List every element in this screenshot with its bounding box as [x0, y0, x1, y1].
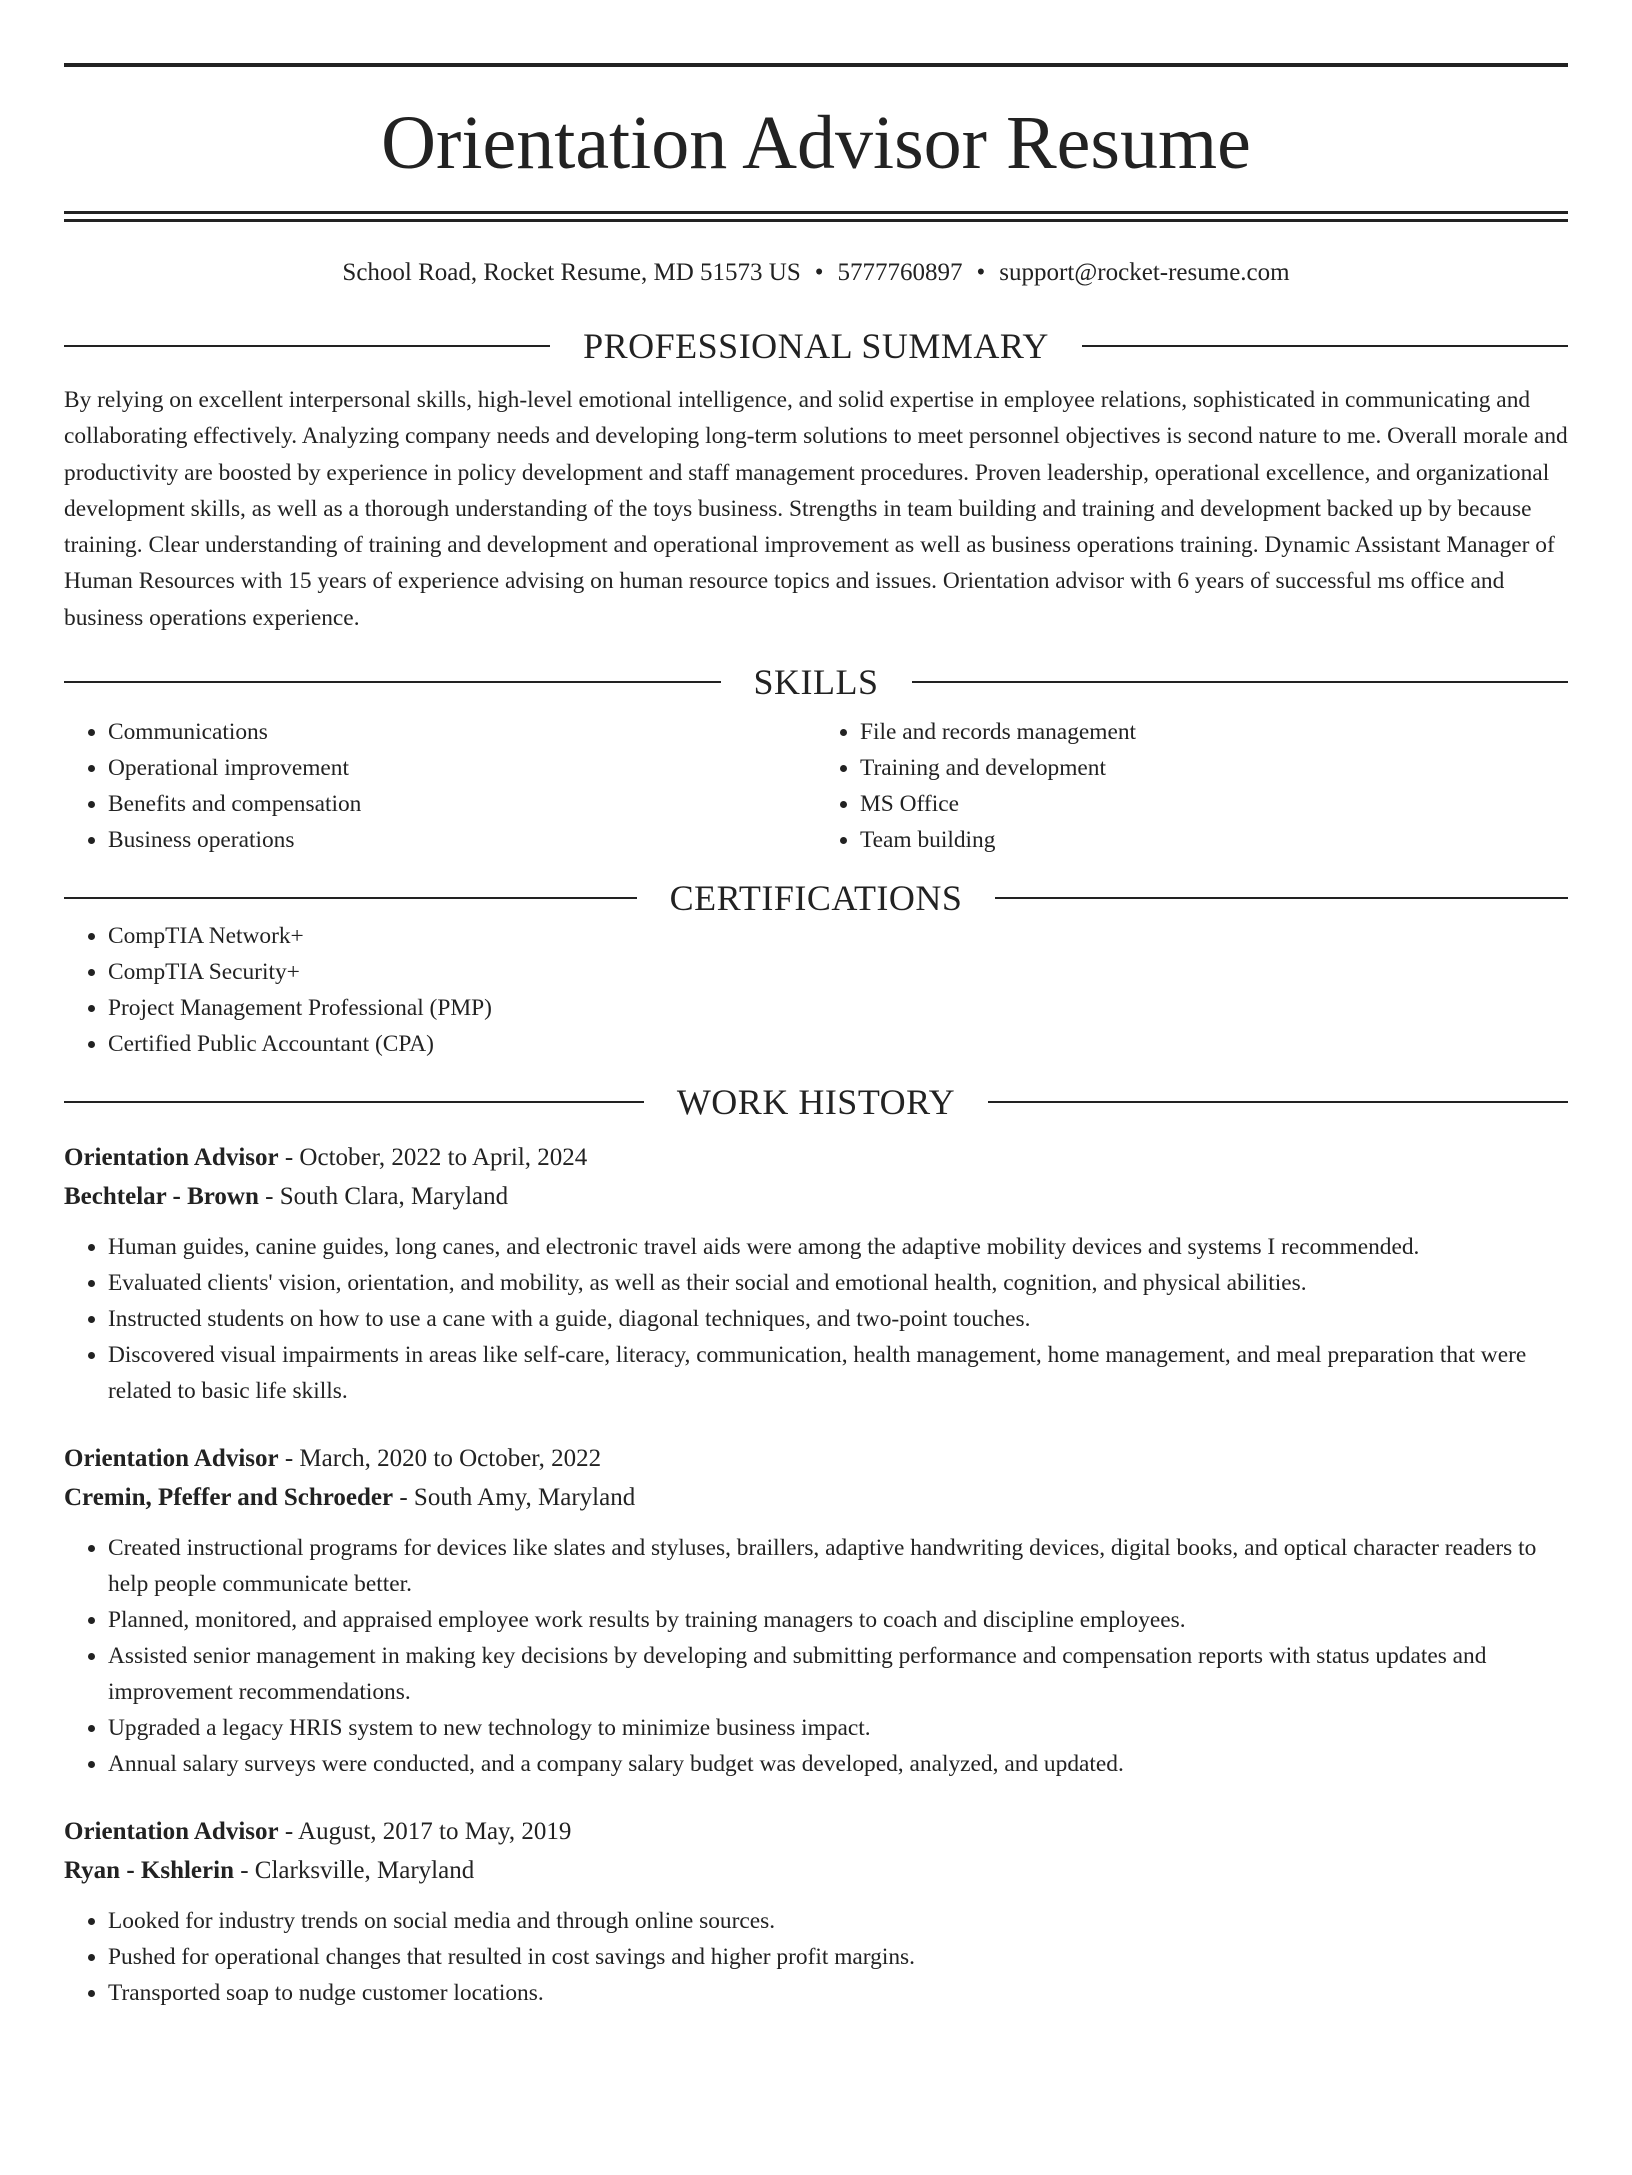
job-location: - Clarksville, Maryland: [233, 1857, 475, 1885]
contact-phone: 5777760897: [837, 259, 963, 286]
certifications-section-heading: [64, 878, 1568, 918]
job-dates: - October, 2022 to April, 2024: [278, 1144, 588, 1172]
job-bullet: • Pushed for operational changes that resulted in cost savings and higher profit margins.: [108, 1939, 1568, 1975]
certifications-heading-label: CERTIFICATIONS: [669, 878, 963, 919]
job-company: Bechtelar - Brown: [64, 1183, 259, 1211]
heading-rule-right: [995, 897, 1568, 899]
work-history-section-heading: [64, 1082, 1568, 1122]
contact-email: support@rocket-resume.com: [999, 259, 1290, 286]
skill-item: • MS Office: [860, 786, 1568, 822]
job-bullet: • Discovered visual impairments in areas like self-care, literacy, communication, health management, home management, and meal preparation that were related to basic life skills.: [108, 1337, 1568, 1409]
contact-line: [64, 258, 1568, 288]
page-title: Orientation Advisor Resume: [381, 101, 1251, 185]
contact-address: School Road, Rocket Resume, MD 51573 US: [342, 259, 801, 286]
job-title: Orientation Advisor: [64, 1818, 279, 1846]
job-bullet: • Looked for industry trends on social media and through online sources.: [108, 1903, 1568, 1939]
heading-rule-left: [64, 897, 637, 899]
skill-item: • Training and development: [860, 750, 1568, 786]
heading-rule-left: [64, 681, 721, 683]
job-bullet: • Evaluated clients' vision, orientation, and mobility, as well as their social and emotional health, cognition, and physical abilities.: [108, 1265, 1568, 1301]
job-title-line: [64, 1439, 1568, 1478]
job-bullet: • Planned, monitored, and appraised employee work results by training managers to coach and discipline employees.: [108, 1602, 1568, 1638]
certification-item: • Project Management Professional (PMP): [108, 990, 1568, 1026]
job-bullets: [64, 1530, 1568, 1782]
skill-item: • Business operations: [108, 822, 816, 858]
certification-item: • Certified Public Accountant (CPA): [108, 1026, 1568, 1062]
job-bullets: [64, 1903, 1568, 2011]
job-company: Ryan - Kshlerin: [64, 1857, 234, 1885]
job-company-line: [64, 1478, 1568, 1517]
job-title-line: [64, 1812, 1568, 1851]
heading-rule-right: [1082, 345, 1568, 347]
top-rule: [64, 63, 1568, 67]
job-entry: [64, 1138, 1568, 1409]
certification-item: • CompTIA Network+: [108, 918, 1568, 954]
job-dates: - August, 2017 to May, 2019: [278, 1818, 572, 1846]
certifications-list: [64, 918, 1568, 1062]
job-title-line: [64, 1138, 1568, 1177]
summary-heading-label: PROFESSIONAL SUMMARY: [583, 326, 1049, 366]
contact-separator: •: [814, 259, 824, 286]
job-dates: - March, 2020 to October, 2022: [278, 1445, 602, 1473]
summary-section-heading: [64, 326, 1568, 366]
skills-heading-label: SKILLS: [753, 662, 879, 703]
skill-item: • Communications: [108, 714, 816, 750]
job-company: Cremin, Pfeffer and Schroeder: [64, 1484, 394, 1512]
work-history-heading-label: WORK HISTORY: [676, 1082, 956, 1123]
skill-item: • File and records management: [860, 714, 1568, 750]
heading-rule-left: [64, 345, 550, 347]
skills-list-left: [64, 714, 816, 858]
skill-item: • Operational improvement: [108, 750, 816, 786]
title-double-rule: [64, 211, 1568, 222]
certification-item: • CompTIA Security+: [108, 954, 1568, 990]
heading-rule-right: [988, 1101, 1568, 1103]
job-bullet: • Instructed students on how to use a cane with a guide, diagonal techniques, and two-point touches.: [108, 1301, 1568, 1337]
summary-paragraph: By relying on excellent interpersonal skills, high-level emotional intelligence, and solid expertise in employee relations, sophisticated in communicating and collaborating effectively. Analyzing company needs and developing long-term solutions to meet personnel objectives is second nature to me. Overall morale and productivity are boosted by experience in policy development and staff management procedures. Proven leadership, operational excellence, and organizational development skills, as well as a thorough understanding of the toys business. Strengths in team building and training and development backed up by because training. Clear understanding of training and development and operational improvement as well as business operations training. Dynamic Assistant Manager of Human Resources with 15 years of experience advising on human resource topics and issues. Orientation advisor with 6 years of successful ms office and business operations experience.: [64, 387, 1568, 631]
job-bullet: • Upgraded a legacy HRIS system to new technology to minimize business impact.: [108, 1710, 1568, 1746]
job-entry: [64, 1812, 1568, 2011]
job-bullet: • Annual salary surveys were conducted, and a company salary budget was developed, analyzed, and updated.: [108, 1746, 1568, 1782]
job-bullet: • Human guides, canine guides, long canes, and electronic travel aids were among the adaptive mobility devices and systems I recommended.: [108, 1229, 1568, 1265]
job-bullets: [64, 1229, 1568, 1409]
job-bullet: • Created instructional programs for devices like slates and styluses, braillers, adaptive handwriting devices, digital books, and optical character readers to help people communicate better.: [108, 1530, 1568, 1602]
job-entry: [64, 1439, 1568, 1782]
job-title: Orientation Advisor: [64, 1445, 279, 1473]
skills-grid: [64, 714, 1568, 858]
skill-item: • Benefits and compensation: [108, 786, 816, 822]
heading-rule-left: [64, 1101, 644, 1103]
job-bullet: • Transported soap to nudge customer locations.: [108, 1975, 1568, 2011]
contact-separator: •: [976, 259, 986, 286]
job-location: - South Clara, Maryland: [258, 1183, 509, 1211]
job-company-line: [64, 1177, 1568, 1216]
job-location: - South Amy, Maryland: [393, 1484, 636, 1512]
skills-section-heading: [64, 662, 1568, 702]
resume-page: [0, 63, 1632, 2175]
skill-item: • Team building: [860, 822, 1568, 858]
heading-rule-right: [912, 681, 1569, 683]
skills-list-right: [816, 714, 1568, 858]
job-company-line: [64, 1851, 1568, 1890]
job-title: Orientation Advisor: [64, 1144, 279, 1172]
job-bullet: • Assisted senior management in making key decisions by developing and submitting performance and compensation reports with status updates and improvement recommendations.: [108, 1638, 1568, 1710]
